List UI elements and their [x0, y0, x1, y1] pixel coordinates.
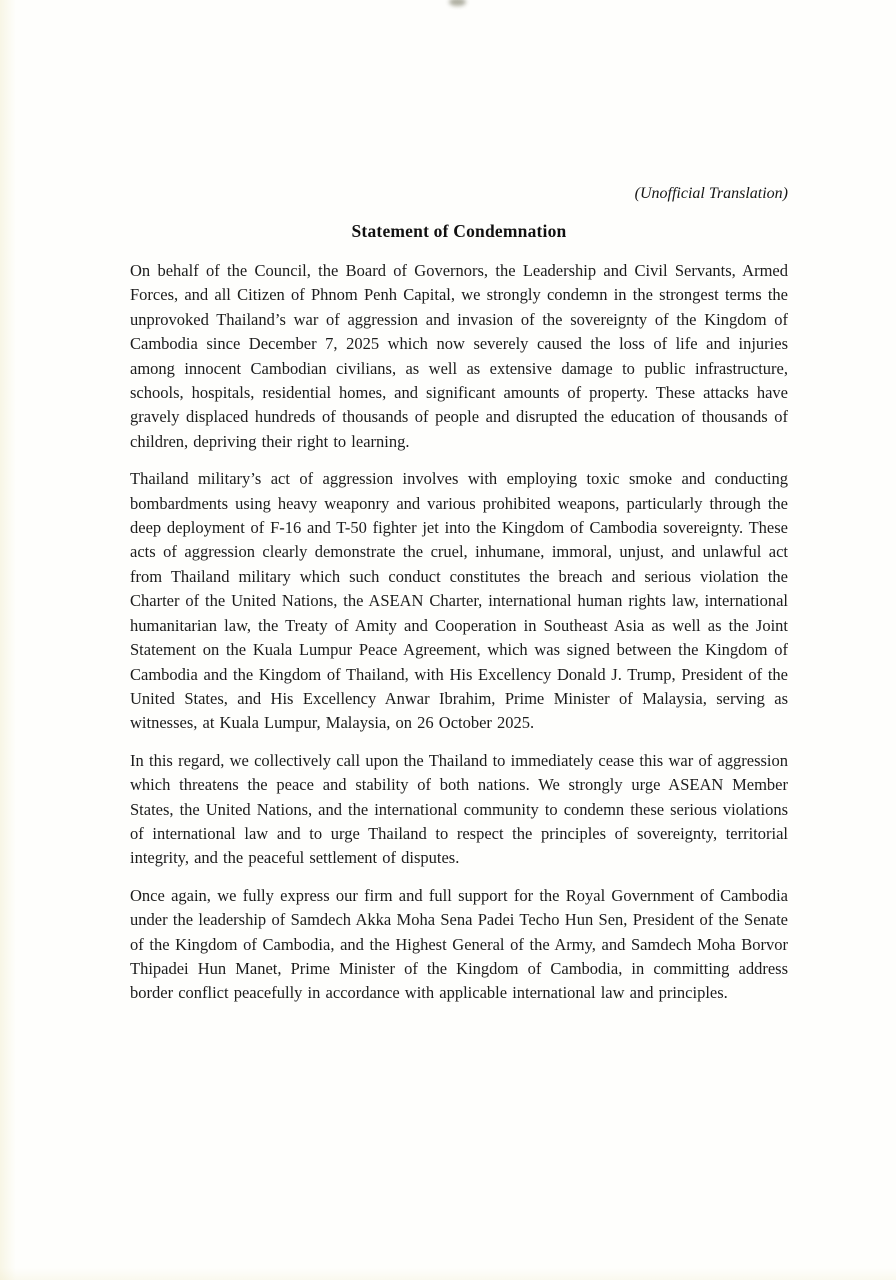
paragraph-2: Thailand military’s act of aggression involves with employing toxic smoke and conducting bombardments using heavy weaponry and various prohibited weapons, particularly through the deep deployment of F-16 and T-50 fighter jet into the Kingdom of Cambodia sovereignty. These acts of aggression clearly demonstrate the cruel, inhumane, immoral, unjust, and unlawful act from Thailand military which such conduct constitutes the breach and serious violation the Charter of the United Nations, the ASEAN Charter, international human rights law, international humanitarian law, the Treaty of Amity and Cooperation in Southeast Asia as well as the Joint Statement on the Kuala Lumpur Peace Agreement, which was signed between the Kingdom of Cambodia and the Kingdom of Thailand, with His Excellency Donald J. Trump, President of the United States, and His Excellency Anwar Ibrahim, Prime Minister of Malaysia, serving as witnesses, at Kuala Lumpur, Malaysia, on 26 October 2025.	[130, 469, 788, 733]
paragraph-1: On behalf of the Council, the Board of Governors, the Leadership and Civil Servants, Armed Forces, and all Citizen of Phnom Penh Capital, we strongly condemn in the strongest terms the unprovoked Thailand’s war of aggression and invasion of the sovereignty of the Kingdom of Cambodia since December 7, 2025 which now severely caused the loss of life and injuries among innocent Cambodian civilians, as well as extensive damage to public infrastructure, schools, hospitals, residential homes, and significant amounts of property. These attacks have gravely displaced hundreds of thousands of people and disrupted the education of thousands of children, depriving their right to learning.	[130, 261, 788, 451]
scan-smudge-artifact	[449, 0, 466, 6]
document-body	[130, 184, 788, 1019]
paragraph-4: Once again, we fully express our firm and full support for the Royal Government of Cambodia under the leadership of Samdech Akka Moha Sena Padei Techo Hun Sen, President of the Senate of the Kingdom of Cambodia, and the Highest General of the Army, and Samdech Moha Borvor Thipadei Hun Manet, Prime Minister of the Kingdom of Cambodia, in committing address border conflict peacefully in accordance with applicable international law and principles.	[130, 885, 788, 1003]
paragraph-3: In this regard, we collectively call upon the Thailand to immediately cease this war of aggression which threatens the peace and stability of both nations. We strongly urge ASEAN Member States, the United Nations, and the international community to condemn these serious violations of international law and to urge Thailand to respect the principles of sovereignty, territorial integrity, and the peaceful settlement of disputes.	[130, 750, 788, 868]
document-title: Statement of Condemnation	[351, 221, 567, 241]
page-edge-tint-left	[0, 0, 16, 1280]
page-edge-tint-bottom	[0, 1268, 896, 1280]
translation-note: (Unofficial Translation)	[634, 185, 788, 202]
